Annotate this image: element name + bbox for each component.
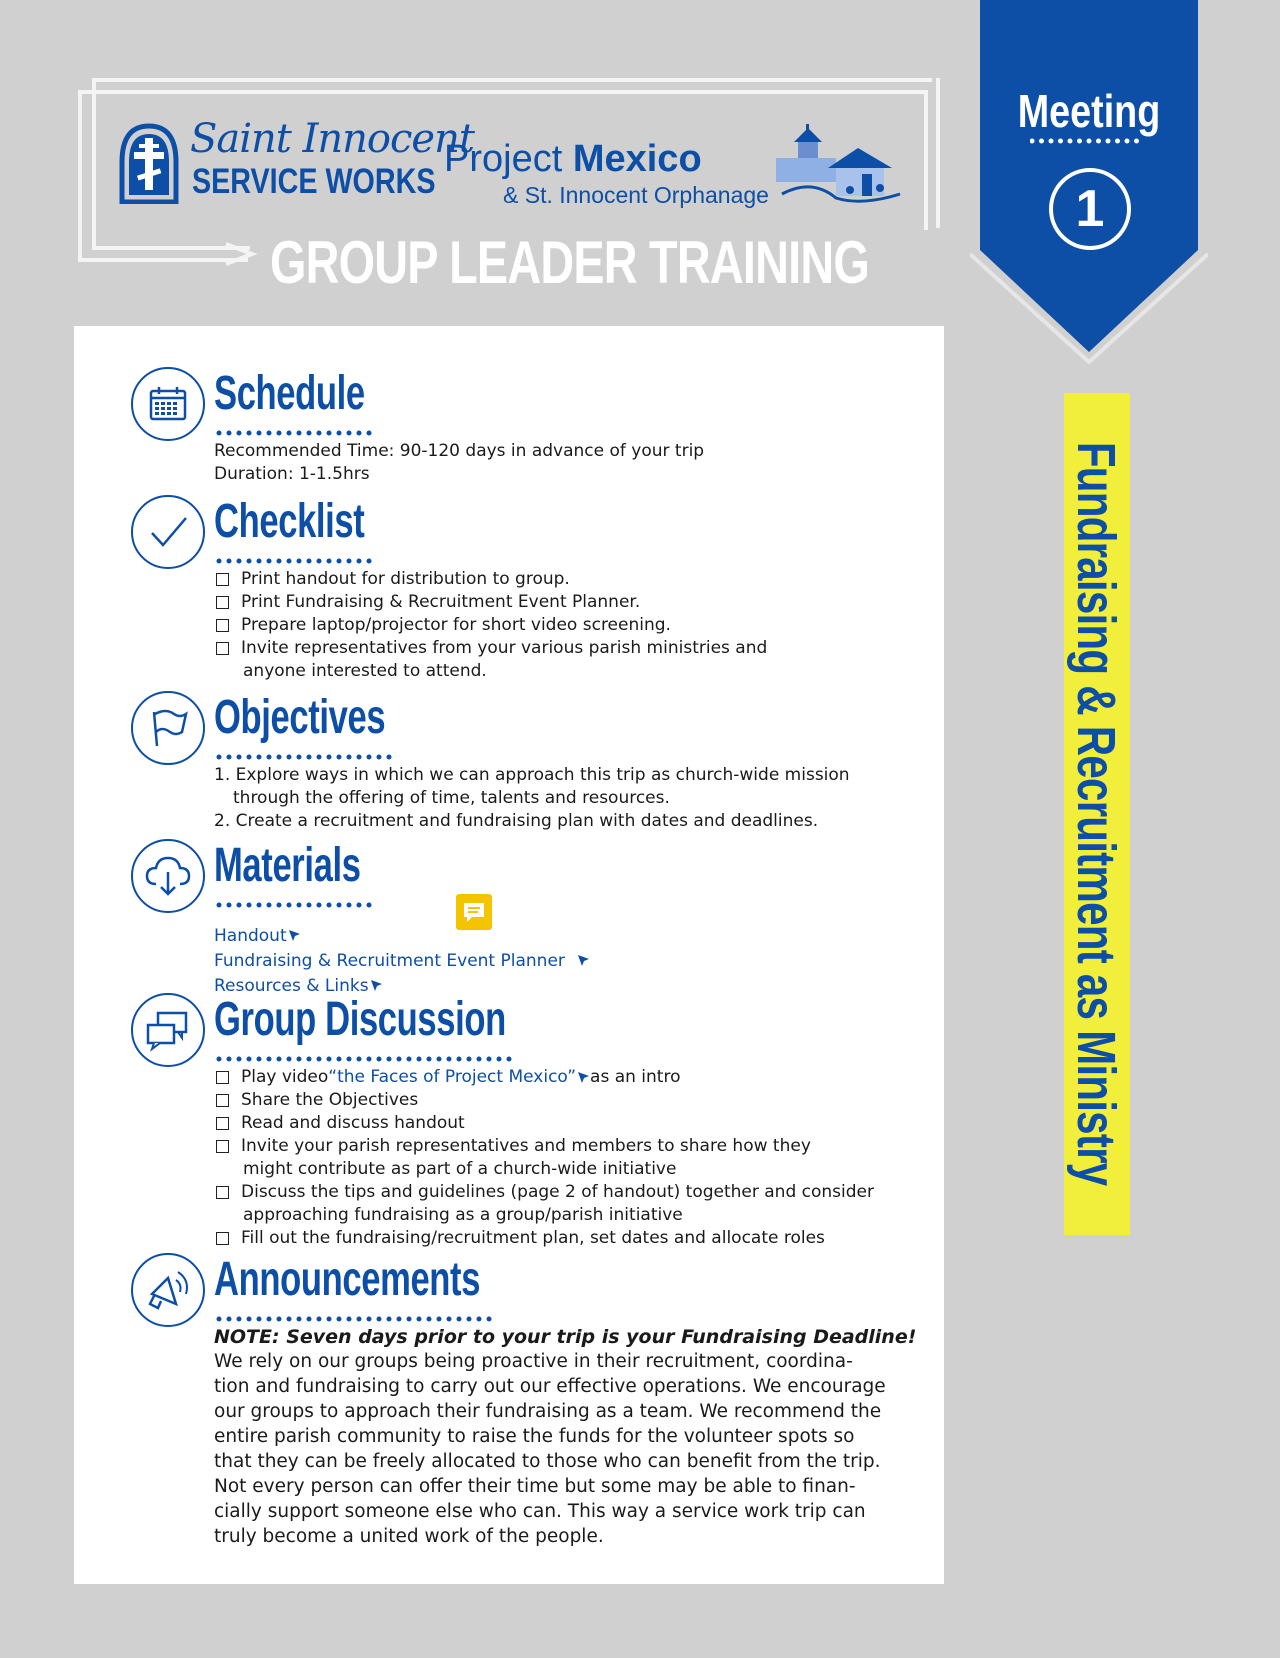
header-frame-right <box>924 90 928 230</box>
announcement-line: Not every person can offer their time but some may be able to finan- <box>214 1476 856 1497</box>
announcement-paragraph <box>214 1349 934 1549</box>
project-title: Project Mexico <box>444 138 702 180</box>
checkbox[interactable] <box>216 573 229 586</box>
objectives-body <box>214 764 914 833</box>
faces-video-link[interactable]: “the Faces of Project Mexico” <box>328 1067 577 1087</box>
materials-title: Materials <box>214 839 361 892</box>
checklist-section <box>130 494 910 681</box>
checkbox[interactable] <box>216 1140 229 1153</box>
discussion-item[interactable]: Fill out the fundraising/recruitment plan, set dates and allocate roles <box>214 1227 914 1250</box>
header-frame-left <box>78 90 82 258</box>
discussion-item[interactable]: Discuss the tips and guidelines (page 2 of handout) together and consider <box>214 1181 914 1204</box>
header-frame-top-inner <box>78 90 928 94</box>
side-banner-text-wrap <box>1063 393 1129 1235</box>
header-logos <box>118 118 918 218</box>
discussion-item-continued: might contribute as part of a church-wide initiative <box>243 1159 677 1179</box>
handout-link[interactable]: Handout <box>214 924 914 949</box>
checkbox[interactable] <box>216 596 229 609</box>
schedule-body <box>214 440 914 486</box>
discussion-item[interactable]: Read and discuss handout <box>214 1112 914 1135</box>
announcements-dots <box>216 1316 500 1322</box>
schedule-title: Schedule <box>214 367 365 420</box>
discussion-item[interactable]: Share the Objectives <box>214 1089 914 1112</box>
discussion-body <box>214 1066 914 1250</box>
checkbox[interactable] <box>216 619 229 632</box>
checklist-dots <box>216 558 382 564</box>
announcement-line: truly become a united work of the people. <box>214 1526 604 1547</box>
schedule-line: Duration: 1-1.5hrs <box>214 464 370 484</box>
content-panel <box>74 326 944 1584</box>
schedule-dots <box>216 430 376 436</box>
checklist-item-continued: anyone interested to attend. <box>243 661 487 681</box>
checkbox[interactable] <box>216 1186 229 1199</box>
materials-section <box>130 838 910 998</box>
discussion-title: Group Discussion <box>214 993 506 1046</box>
meeting-dots <box>1030 138 1148 144</box>
resources-link[interactable]: Resources & Links <box>214 974 914 999</box>
checkmark-icon <box>130 494 206 570</box>
announcement-line: that they can be freely allocated to those who can benefit from the trip. <box>214 1451 881 1472</box>
announcement-line: We rely on our groups being proactive in their recruitment, coordina- <box>214 1351 853 1372</box>
objective-line: 1. Explore ways in which we can approach this trip as church-wide mission <box>214 765 850 785</box>
discussion-section <box>130 992 910 1248</box>
header-arrow-icon <box>218 240 258 268</box>
schedule-line: Recommended Time: 90-120 days in advance of your trip <box>214 441 705 461</box>
schedule-section <box>130 366 910 486</box>
checkbox[interactable] <box>216 1094 229 1107</box>
objective-line: 2. Create a recruitment and fundraising plan with dates and deadlines. <box>214 811 819 831</box>
objectives-title: Objectives <box>214 691 386 744</box>
objective-line-continued: through the offering of time, talents and resources. <box>233 788 670 808</box>
meeting-label: Meeting <box>1017 85 1161 137</box>
announcements-section <box>130 1252 917 1572</box>
project-subtitle: & St. Innocent Orphanage <box>503 182 769 208</box>
checkbox[interactable] <box>216 642 229 655</box>
chat-bubbles-icon <box>130 992 206 1068</box>
checklist-body <box>214 568 914 683</box>
checklist-item[interactable]: Invite representatives from your various parish ministries and <box>214 637 914 660</box>
objectives-section <box>130 690 910 830</box>
event-planner-link[interactable]: Fundraising & Recruitment Event Planner <box>214 949 914 974</box>
header-frame-top <box>92 78 932 82</box>
header-frame-left-inner <box>92 78 96 250</box>
discussion-item[interactable]: Invite your parish representatives and members to share how they <box>214 1135 914 1158</box>
cursor-arrow-icon <box>370 979 383 992</box>
side-banner <box>1064 393 1130 1235</box>
announcement-line: tion and fundraising to carry out our effective operations. We encourage <box>214 1376 886 1397</box>
org-script-name: Saint Innocent <box>190 116 474 162</box>
checklist-item[interactable]: Prepare laptop/projector for short video screening. <box>214 614 914 637</box>
cursor-arrow-icon <box>577 954 590 967</box>
training-title: GROUP LEADER TRAINING <box>270 229 869 296</box>
orphanage-village-icon <box>772 124 902 206</box>
objectives-dots <box>216 754 396 760</box>
checkbox[interactable] <box>216 1071 229 1084</box>
meeting-badge <box>970 0 1208 368</box>
checkbox[interactable] <box>216 1117 229 1130</box>
checklist-item[interactable]: Print Fundraising & Recruitment Event Planner. <box>214 591 914 614</box>
announcement-line: entire parish community to raise the funds for the volunteer spots so <box>214 1426 855 1447</box>
checkbox[interactable] <box>216 1232 229 1245</box>
cloud-download-icon <box>130 838 206 914</box>
side-banner-text: Fundraising & Recruitment as Ministry <box>1066 442 1126 1186</box>
cursor-arrow-icon <box>288 929 301 942</box>
discussion-dots <box>216 1056 520 1062</box>
deadline-note: NOTE: Seven days prior to your trip is your Fundraising Deadline! <box>214 1326 917 1348</box>
header-frame-right-outer <box>936 78 940 228</box>
meeting-number: 1 <box>1049 168 1131 250</box>
org-caps-name: SERVICE WORKS <box>192 162 436 201</box>
orthodox-cross-logo-icon <box>118 122 180 204</box>
checklist-title: Checklist <box>214 495 365 548</box>
discussion-item-video[interactable]: Play video “the Faces of Project Mexico” as an intro <box>214 1066 914 1089</box>
announcements-body <box>214 1326 934 1549</box>
announcement-line: cially support someone else who can. This way a service work trip can <box>214 1501 866 1522</box>
announcement-line: our groups to approach their fundraising as a team. We recommend the <box>214 1401 882 1422</box>
materials-dots <box>216 902 382 908</box>
checklist-item[interactable]: Print handout for distribution to group. <box>214 568 914 591</box>
comment-annotation-icon[interactable] <box>456 894 492 930</box>
discussion-item-continued: approaching fundraising as a group/parish initiative <box>243 1205 683 1225</box>
cursor-arrow-icon <box>577 1071 590 1084</box>
announcements-title: Announcements <box>214 1253 481 1306</box>
flag-icon <box>130 690 206 766</box>
materials-body <box>214 924 914 999</box>
megaphone-icon <box>130 1252 206 1328</box>
calendar-icon <box>130 366 206 442</box>
